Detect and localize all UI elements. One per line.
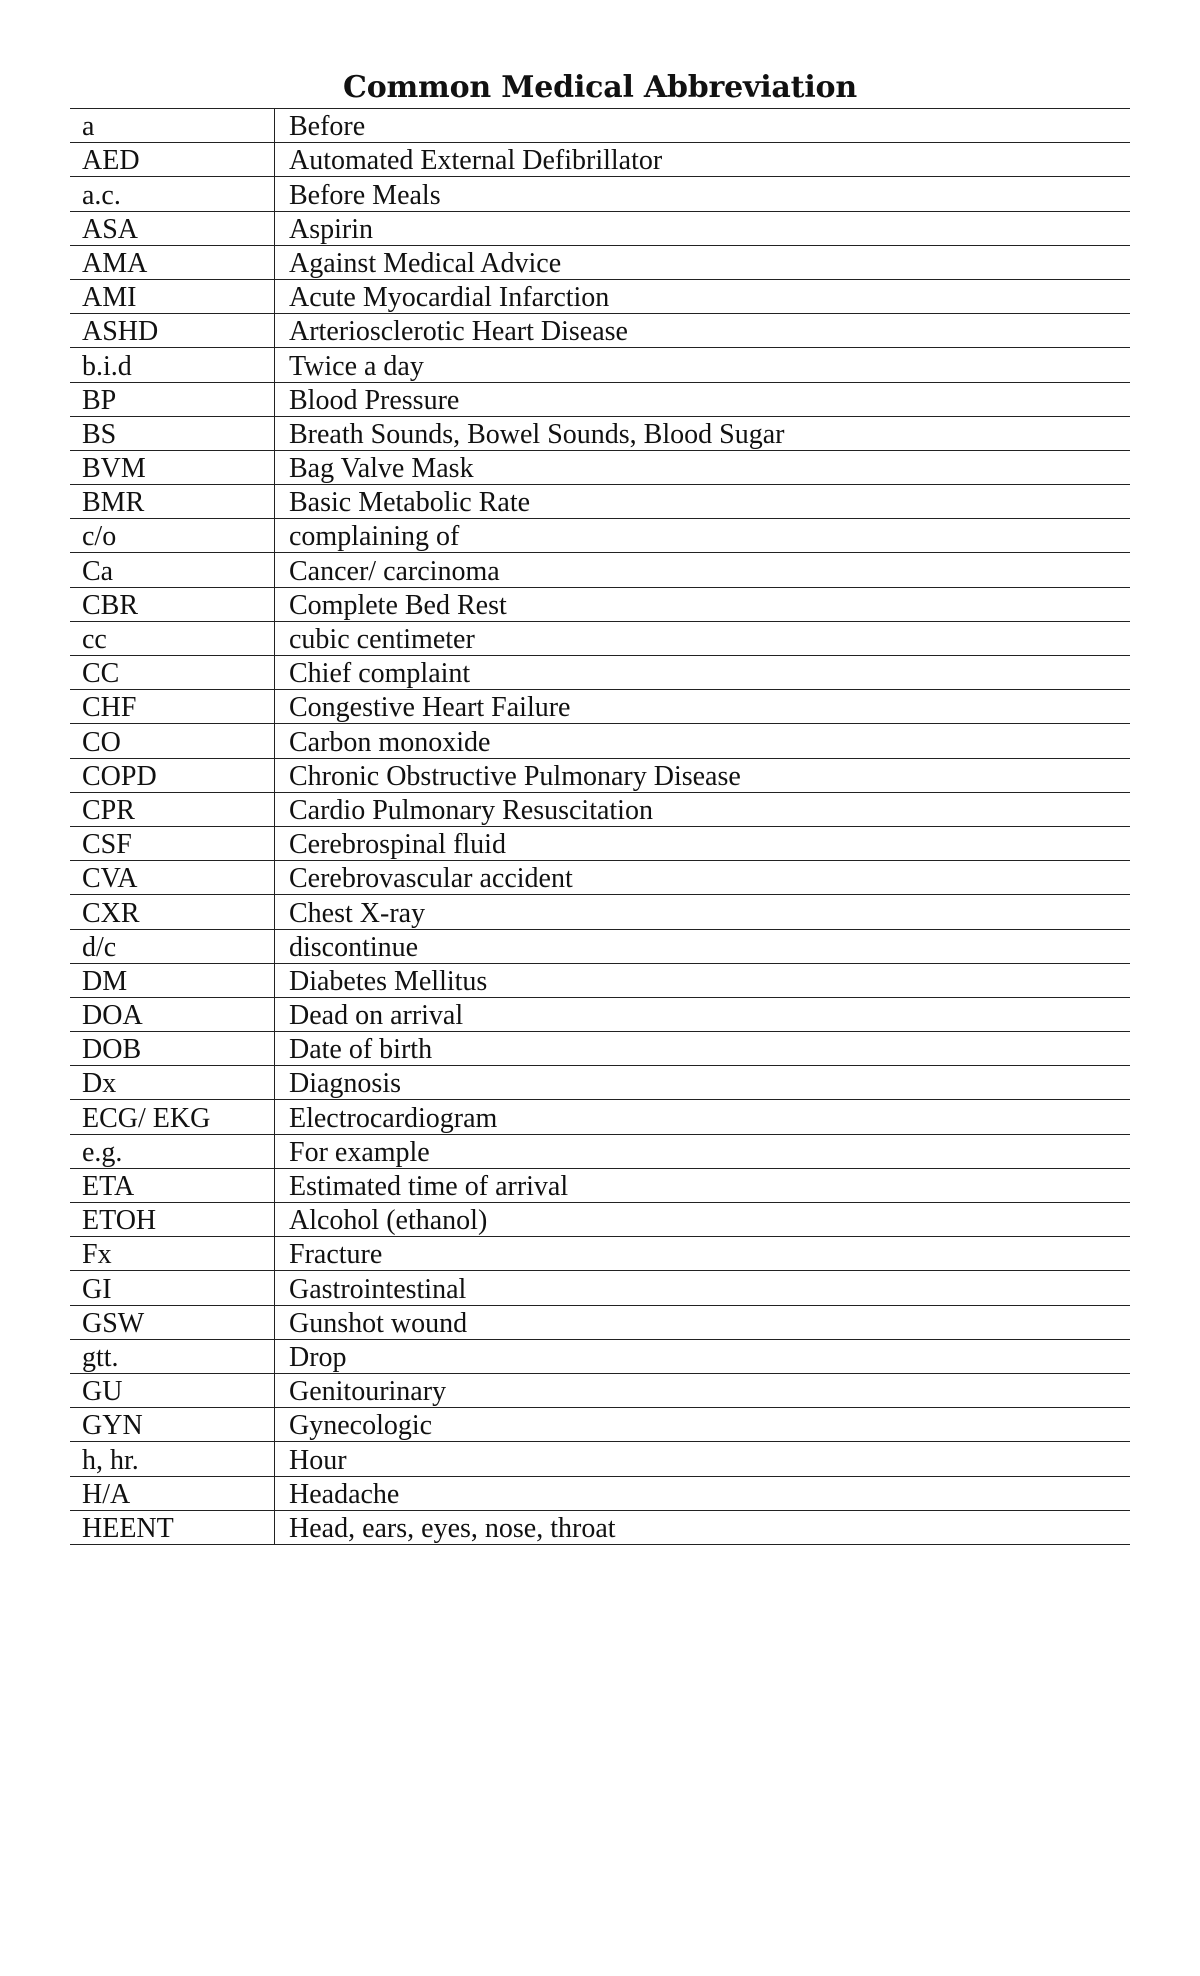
- abbreviation-cell: GSW: [70, 1305, 275, 1339]
- meaning-cell: complaining of: [275, 519, 1131, 553]
- table-row: [70, 109, 1130, 143]
- abbreviation-cell: AMI: [70, 279, 275, 313]
- table-row: [70, 485, 1130, 519]
- meaning-cell: Before: [275, 109, 1131, 143]
- table-row: [70, 1510, 1130, 1544]
- table-row: [70, 519, 1130, 553]
- meaning-cell: Gastrointestinal: [275, 1271, 1131, 1305]
- table-row: [70, 895, 1130, 929]
- meaning-cell: For example: [275, 1134, 1131, 1168]
- abbreviation-cell: GU: [70, 1373, 275, 1407]
- table-row: [70, 1066, 1130, 1100]
- abbreviation-cell: DOB: [70, 1032, 275, 1066]
- table-row: [70, 1134, 1130, 1168]
- abbreviation-cell: c/o: [70, 519, 275, 553]
- abbreviation-cell: BP: [70, 382, 275, 416]
- table-row: [70, 1237, 1130, 1271]
- abbreviation-cell: a: [70, 109, 275, 143]
- abbreviation-cell: a.c.: [70, 177, 275, 211]
- abbreviation-cell: AED: [70, 143, 275, 177]
- abbreviation-cell: b.i.d: [70, 348, 275, 382]
- table-row: [70, 1100, 1130, 1134]
- table-row: [70, 861, 1130, 895]
- meaning-cell: Before Meals: [275, 177, 1131, 211]
- abbreviation-cell: BS: [70, 416, 275, 450]
- meaning-cell: Complete Bed Rest: [275, 587, 1131, 621]
- meaning-cell: Arteriosclerotic Heart Disease: [275, 314, 1131, 348]
- table-row: [70, 416, 1130, 450]
- table-row: [70, 963, 1130, 997]
- abbreviation-cell: HEENT: [70, 1510, 275, 1544]
- meaning-cell: Automated External Defibrillator: [275, 143, 1131, 177]
- table-row: [70, 826, 1130, 860]
- abbreviation-cell: DOA: [70, 997, 275, 1031]
- table-row: [70, 143, 1130, 177]
- meaning-cell: Date of birth: [275, 1032, 1131, 1066]
- table-row: [70, 211, 1130, 245]
- meaning-cell: Against Medical Advice: [275, 245, 1131, 279]
- abbreviation-cell: CBR: [70, 587, 275, 621]
- meaning-cell: Drop: [275, 1339, 1131, 1373]
- table-row: [70, 245, 1130, 279]
- table-row: [70, 450, 1130, 484]
- meaning-cell: Gynecologic: [275, 1408, 1131, 1442]
- meaning-cell: Twice a day: [275, 348, 1131, 382]
- abbreviation-cell: BVM: [70, 450, 275, 484]
- table-row: [70, 1032, 1130, 1066]
- abbreviation-cell: H/A: [70, 1476, 275, 1510]
- meaning-cell: Blood Pressure: [275, 382, 1131, 416]
- table-row: [70, 792, 1130, 826]
- abbreviation-cell: CC: [70, 656, 275, 690]
- table-row: [70, 997, 1130, 1031]
- table-row: [70, 1442, 1130, 1476]
- abbreviation-cell: Fx: [70, 1237, 275, 1271]
- table-row: [70, 1476, 1130, 1510]
- abbreviation-cell: CHF: [70, 690, 275, 724]
- abbreviation-table: [70, 108, 1130, 1545]
- table-row: [70, 382, 1130, 416]
- abbreviation-cell: BMR: [70, 485, 275, 519]
- table-row: [70, 587, 1130, 621]
- abbreviation-cell: AMA: [70, 245, 275, 279]
- meaning-cell: Gunshot wound: [275, 1305, 1131, 1339]
- abbreviation-cell: h, hr.: [70, 1442, 275, 1476]
- meaning-cell: Chest X-ray: [275, 895, 1131, 929]
- table-row: [70, 690, 1130, 724]
- meaning-cell: Basic Metabolic Rate: [275, 485, 1131, 519]
- meaning-cell: Cerebrospinal fluid: [275, 826, 1131, 860]
- abbreviation-cell: ETOH: [70, 1203, 275, 1237]
- table-row: [70, 929, 1130, 963]
- abbreviation-cell: COPD: [70, 758, 275, 792]
- meaning-cell: Breath Sounds, Bowel Sounds, Blood Sugar: [275, 416, 1131, 450]
- abbreviation-cell: CVA: [70, 861, 275, 895]
- meaning-cell: Headache: [275, 1476, 1131, 1510]
- table-row: [70, 1408, 1130, 1442]
- table-row: [70, 1339, 1130, 1373]
- meaning-cell: Cancer/ carcinoma: [275, 553, 1131, 587]
- meaning-cell: Chief complaint: [275, 656, 1131, 690]
- abbreviation-cell: GYN: [70, 1408, 275, 1442]
- meaning-cell: Diagnosis: [275, 1066, 1131, 1100]
- table-row: [70, 177, 1130, 211]
- meaning-cell: Dead on arrival: [275, 997, 1131, 1031]
- table-row: [70, 621, 1130, 655]
- meaning-cell: Hour: [275, 1442, 1131, 1476]
- abbreviation-cell: d/c: [70, 929, 275, 963]
- table-row: [70, 1373, 1130, 1407]
- abbreviation-cell: e.g.: [70, 1134, 275, 1168]
- abbreviation-cell: GI: [70, 1271, 275, 1305]
- abbreviation-cell: CO: [70, 724, 275, 758]
- page-title: Common Medical Abbreviation: [343, 70, 857, 105]
- meaning-cell: Aspirin: [275, 211, 1131, 245]
- table-row: [70, 1305, 1130, 1339]
- meaning-cell: Congestive Heart Failure: [275, 690, 1131, 724]
- meaning-cell: Diabetes Mellitus: [275, 963, 1131, 997]
- table-row: [70, 656, 1130, 690]
- meaning-cell: Head, ears, eyes, nose, throat: [275, 1510, 1131, 1544]
- table-row: [70, 279, 1130, 313]
- meaning-cell: Chronic Obstructive Pulmonary Disease: [275, 758, 1131, 792]
- abbreviation-cell: CSF: [70, 826, 275, 860]
- abbreviation-cell: Dx: [70, 1066, 275, 1100]
- abbreviation-cell: cc: [70, 621, 275, 655]
- abbreviation-cell: ASA: [70, 211, 275, 245]
- meaning-cell: Acute Myocardial Infarction: [275, 279, 1131, 313]
- abbreviation-table-body: [70, 109, 1130, 1545]
- abbreviation-cell: CPR: [70, 792, 275, 826]
- abbreviation-cell: ASHD: [70, 314, 275, 348]
- meaning-cell: Cardio Pulmonary Resuscitation: [275, 792, 1131, 826]
- meaning-cell: Estimated time of arrival: [275, 1168, 1131, 1202]
- table-row: [70, 553, 1130, 587]
- abbreviation-cell: gtt.: [70, 1339, 275, 1373]
- meaning-cell: cubic centimeter: [275, 621, 1131, 655]
- meaning-cell: Genitourinary: [275, 1373, 1131, 1407]
- meaning-cell: Carbon monoxide: [275, 724, 1131, 758]
- abbreviation-cell: ECG/ EKG: [70, 1100, 275, 1134]
- meaning-cell: Cerebrovascular accident: [275, 861, 1131, 895]
- table-row: [70, 348, 1130, 382]
- table-row: [70, 758, 1130, 792]
- abbreviation-cell: Ca: [70, 553, 275, 587]
- table-row: [70, 1271, 1130, 1305]
- abbreviation-cell: ETA: [70, 1168, 275, 1202]
- meaning-cell: Bag Valve Mask: [275, 450, 1131, 484]
- table-row: [70, 724, 1130, 758]
- meaning-cell: Alcohol (ethanol): [275, 1203, 1131, 1237]
- table-row: [70, 1168, 1130, 1202]
- abbreviation-cell: DM: [70, 963, 275, 997]
- meaning-cell: discontinue: [275, 929, 1131, 963]
- meaning-cell: Fracture: [275, 1237, 1131, 1271]
- meaning-cell: Electrocardiogram: [275, 1100, 1131, 1134]
- table-row: [70, 1203, 1130, 1237]
- abbreviation-cell: CXR: [70, 895, 275, 929]
- table-row: [70, 314, 1130, 348]
